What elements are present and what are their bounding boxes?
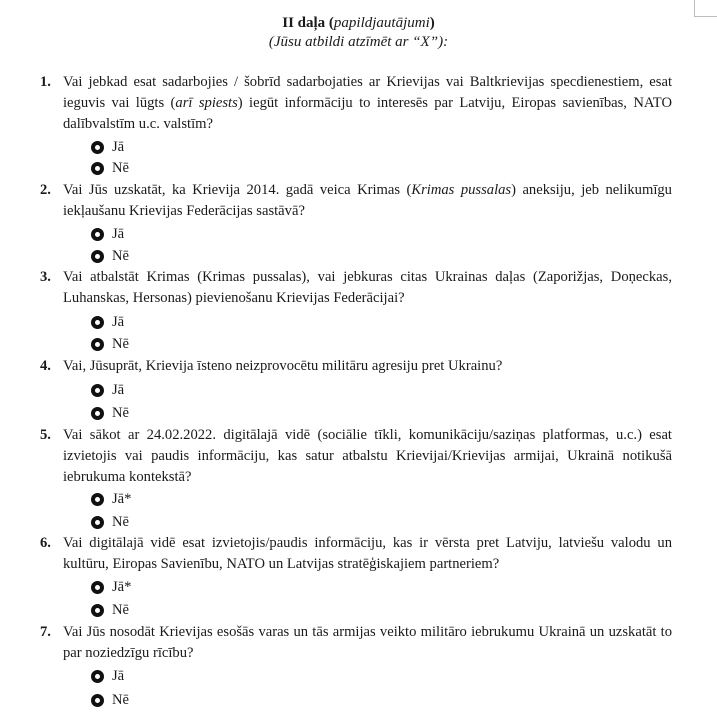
- section-title-prefix: II daļa (: [282, 15, 334, 31]
- question-text: Vai digitālajā vidē esat izvietojis/paudis informāciju, kas ir vērsta pret Latviju, latviešu valodu un kultūru, Eiropas Savienību, NATO un Latvijas stratēģiskajiem partneriem?: [63, 535, 672, 572]
- question-1-option-yes[interactable]: [91, 137, 124, 157]
- question-6-option-no[interactable]: [91, 600, 129, 620]
- radio-button[interactable]: [91, 338, 104, 351]
- question-7-option-yes[interactable]: [91, 666, 124, 686]
- option-label: Jā: [112, 668, 125, 684]
- question-7: [40, 622, 672, 664]
- option-label: Jā*: [112, 491, 132, 507]
- question-4-option-no[interactable]: [91, 403, 129, 423]
- question-number: 5.: [40, 427, 51, 443]
- question-number: 3.: [40, 269, 51, 285]
- question-6-option-yes[interactable]: [91, 577, 131, 597]
- section-instructions: [0, 33, 717, 52]
- question-text: Vai, Jūsuprāt, Krievija īsteno neizprovocētu militāru agresiju pret Ukrainu?: [63, 358, 503, 374]
- question-text: Vai Jūs uzskatāt, ka Krievija 2014. gadā veica Krimas (Krimas pussalas) aneksiju, jeb nelikumīgu iekļaušanu Krievijas Federācijas sastāvā?: [63, 182, 672, 219]
- section-instructions-text: (Jūsu atbildi atzīmēt ar “X”):: [268, 34, 449, 50]
- option-label: Nē: [112, 160, 130, 176]
- section-title-italic: papildjautājumi: [333, 15, 430, 31]
- option-label: Jā: [112, 314, 125, 330]
- question-7-option-no[interactable]: [91, 690, 129, 710]
- radio-button[interactable]: [91, 316, 104, 329]
- section-title-suffix: ): [429, 15, 435, 31]
- question-number: 2.: [40, 182, 51, 198]
- radio-button[interactable]: [91, 493, 104, 506]
- question-text: Vai jebkad esat sadarbojies / šobrīd sadarbojaties ar Krievijas vai Baltkrievijas specdienestiem, esat ieguvis vai lūgts (arī spiests) iegūt informāciju to interesēs par Latviju, Eiropas savienības, NATO dalībvalstīm u.c. valstīm?: [63, 74, 672, 132]
- question-1: [40, 72, 672, 135]
- option-label: Nē: [112, 336, 130, 352]
- question-number: 4.: [40, 358, 51, 374]
- option-label: Nē: [112, 692, 130, 708]
- question-3-option-no[interactable]: [91, 334, 129, 354]
- question-text: Vai sākot ar 24.02.2022. digitālajā vidē (sociālie tīkli, komunikāciju/saziņas platformas, u.c.) esat izvietojis vai paudis informāciju, kas satur atbalstu Krievijai/Krievijas armijai, Ukrainā notikušā iebrukuma kontekstā?: [63, 427, 672, 485]
- question-number: 6.: [40, 535, 51, 551]
- question-2-option-yes[interactable]: [91, 224, 124, 244]
- question-5-option-no[interactable]: [91, 512, 129, 532]
- question-4-option-yes[interactable]: [91, 380, 124, 400]
- question-2: [40, 180, 672, 222]
- question-text: Vai Jūs nosodāt Krievijas esošās varas un tās armijas veikto militāro iebrukumu Ukrainā un uzskatāt to par noziedzīgu rīcību?: [63, 624, 672, 661]
- radio-button[interactable]: [91, 141, 104, 154]
- radio-button[interactable]: [91, 670, 104, 683]
- radio-button[interactable]: [91, 516, 104, 529]
- radio-button[interactable]: [91, 407, 104, 420]
- option-label: Jā*: [112, 579, 132, 595]
- question-text: Vai atbalstāt Krimas (Krimas pussalas), vai jebkuras citas Ukrainas daļas (Zaporižjas, Doņeckas, Luhanskas, Hersonas) pievienošanu Krievijas Federācijai?: [63, 269, 672, 306]
- question-3-option-yes[interactable]: [91, 312, 124, 332]
- radio-button[interactable]: [91, 581, 104, 594]
- option-label: Jā: [112, 226, 125, 242]
- option-label: Nē: [112, 602, 130, 618]
- question-5: [40, 425, 672, 488]
- radio-button[interactable]: [91, 694, 104, 707]
- option-label: Jā: [112, 382, 125, 398]
- option-label: Nē: [112, 514, 130, 530]
- option-label: Nē: [112, 248, 130, 264]
- question-2-option-no[interactable]: [91, 246, 129, 266]
- radio-button[interactable]: [91, 384, 104, 397]
- section-title: [0, 14, 717, 33]
- question-number: 7.: [40, 624, 51, 640]
- question-5-option-yes[interactable]: [91, 489, 131, 509]
- option-label: Nē: [112, 405, 130, 421]
- question-6: [40, 533, 672, 575]
- radio-button[interactable]: [91, 250, 104, 263]
- option-label: Jā: [112, 139, 125, 155]
- question-number: 1.: [40, 74, 51, 90]
- radio-button[interactable]: [91, 162, 104, 175]
- question-1-option-no[interactable]: [91, 158, 129, 178]
- question-3: [40, 267, 672, 309]
- question-4: [40, 356, 672, 377]
- radio-button[interactable]: [91, 604, 104, 617]
- radio-button[interactable]: [91, 228, 104, 241]
